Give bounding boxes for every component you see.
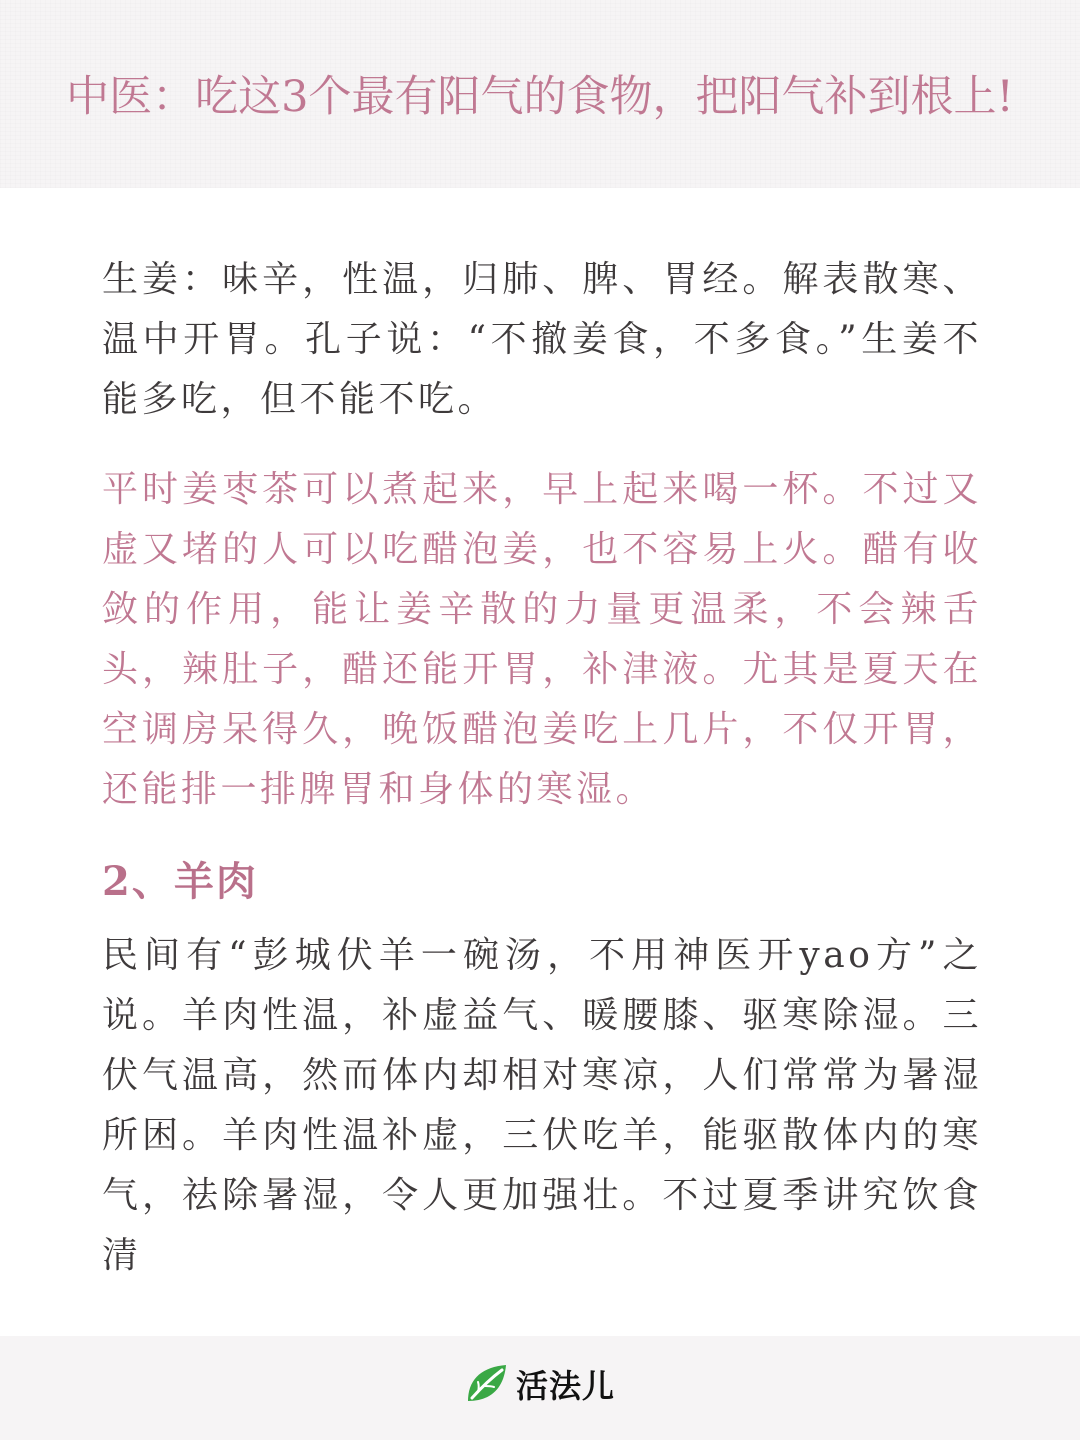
green-leaf-icon — [464, 1361, 510, 1407]
section-heading-mutton: 2、羊肉 — [102, 858, 258, 905]
article-title: 中医：吃这3个最有阳气的食物，把阳气补到根上! — [66, 72, 1014, 122]
brand-logo — [464, 1356, 615, 1412]
brand-name: 活法儿 — [516, 1367, 616, 1405]
paragraph-ginger-tip: 平时姜枣茶可以煮起来，早上起来喝一杯。不过又虚又堵的人可以吃醋泡姜，也不容易上火。醋有收敛的作用，能让姜辛散的力量更温柔，不会辣舌头，辣肚子，醋还能开胃，补津液。尤其是夏天在空调房呆得久，晚饭醋泡姜吃上几片，不仅开胃，还能排一排脾胃和身体的寒湿。 — [102, 469, 982, 810]
paragraph-ginger: 生姜：味辛，性温，归肺、脾、胃经。解表散寒、温中开胃。孔子说：“不撤姜食，不多食。”生姜不能多吃，但不能不吃。 — [102, 259, 982, 420]
article-body — [102, 250, 982, 1286]
paragraph-mutton: 民间有“彭城伏羊一碗汤，不用神医开yao方”之说。羊肉性温，补虚益气、暖腰膝、驱寒除湿。三伏气温高，然而体内却相对寒凉，人们常常为暑湿所困。羊肉性温补虚，三伏吃羊，能驱散体内的寒气，祛除暑湿，令人更加强壮。不过夏季讲究饮食清 — [102, 935, 982, 1276]
title-banner — [0, 0, 1080, 188]
